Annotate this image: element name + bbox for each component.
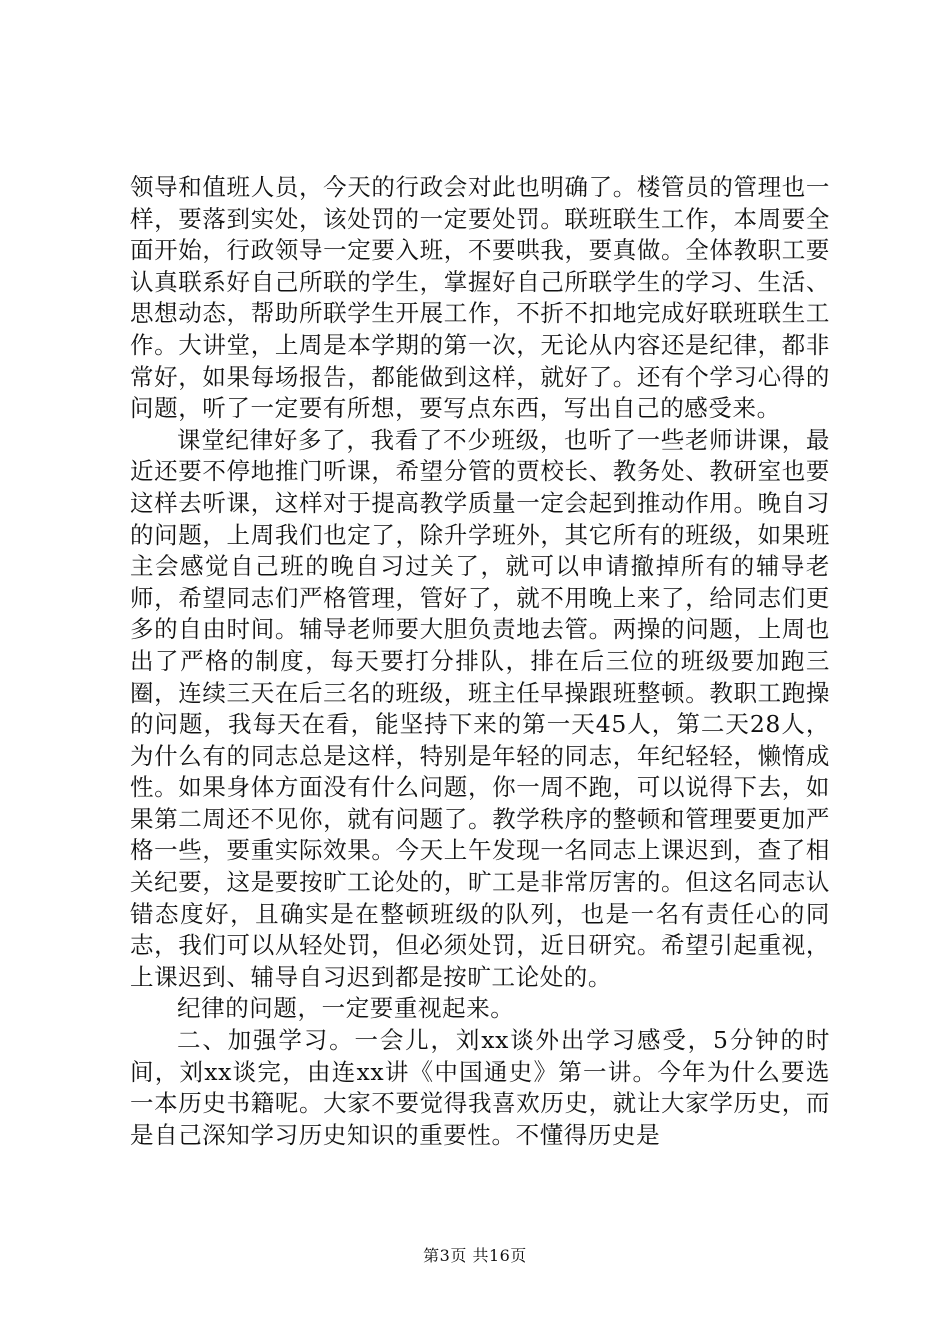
document-body — [130, 172, 830, 1151]
paragraph-2: 课堂纪律好多了，我看了不少班级，也听了一些老师讲课，最近还要不停地推门听课，希望分管的贾校长、教务处、教研室也要这样去听课，这样对于提高教学质量一定会起到推动作用。晚自习的问题，上周我们也定了，除升学班外，其它所有的班级，如果班主会感觉自己班的晚自习过关了，就可以申请撤掉所有的辅导老师，希望同志们严格管理，管好了，就不用晚上来了，给同志们更多的自由时间。辅导老师要大胆负责地去管。两操的问题，上周也出了严格的制度，每天要打分排队，排在后三位的班级要加跑三圈，连续三天在后三名的班级，班主任早操跟班整顿。教职工跑操的问题，我每天在看，能坚持下来的第一天45人，第二天28人，为什么有的同志总是这样，特别是年轻的同志，年纪轻轻，懒惰成性。如果身体方面没有什么问题，你一周不跑，可以说得下去，如果第二周还不见你，就有问题了。教学秩序的整顿和管理要更加严格一些，要重实际效果。今天上午发现一名同志上课迟到，查了相关纪要，这是要按旷工论处的，旷工是非常厉害的。但这名同志认错态度好，且确实是在整顿班级的队列，也是一名有责任心的同志，我们可以从轻处罚，但必须处罚，近日研究。希望引起重视，上课迟到、辅导自习迟到都是按旷工论处的。 — [130, 425, 830, 991]
page-number-footer: 第3页 共16页 — [423, 1246, 527, 1265]
paragraph-3: 纪律的问题，一定要重视起来。 — [177, 994, 515, 1023]
paragraph-4: 二、加强学习。一会儿，刘xx谈外出学习感受，5分钟的时间，刘xx谈完，由连xx讲《中国通史》第一讲。今年为什么要选一本历史书籍呢。大家不要觉得我喜欢历史，就让大家学历史，而是自己深知学习历史知识的重要性。不懂得历史是 — [130, 1026, 830, 1149]
paragraph-1: 领导和值班人员，今天的行政会对此也明确了。楼管员的管理也一样，要落到实处，该处罚的一定要处罚。联班联生工作，本周要全面开始，行政领导一定要入班，不要哄我，要真做。全体教职工要认真联系好自己所联的学生，掌握好自己所联学生的学习、生活、思想动态，帮助所联学生开展工作，不折不扣地完成好联班联生工作。大讲堂，上周是本学期的第一次，无论从内容还是纪律，都非常好，如果每场报告，都能做到这样，就好了。还有个学习心得的问题，听了一定要有所想，要写点东西，写出自己的感受来。 — [130, 173, 830, 423]
